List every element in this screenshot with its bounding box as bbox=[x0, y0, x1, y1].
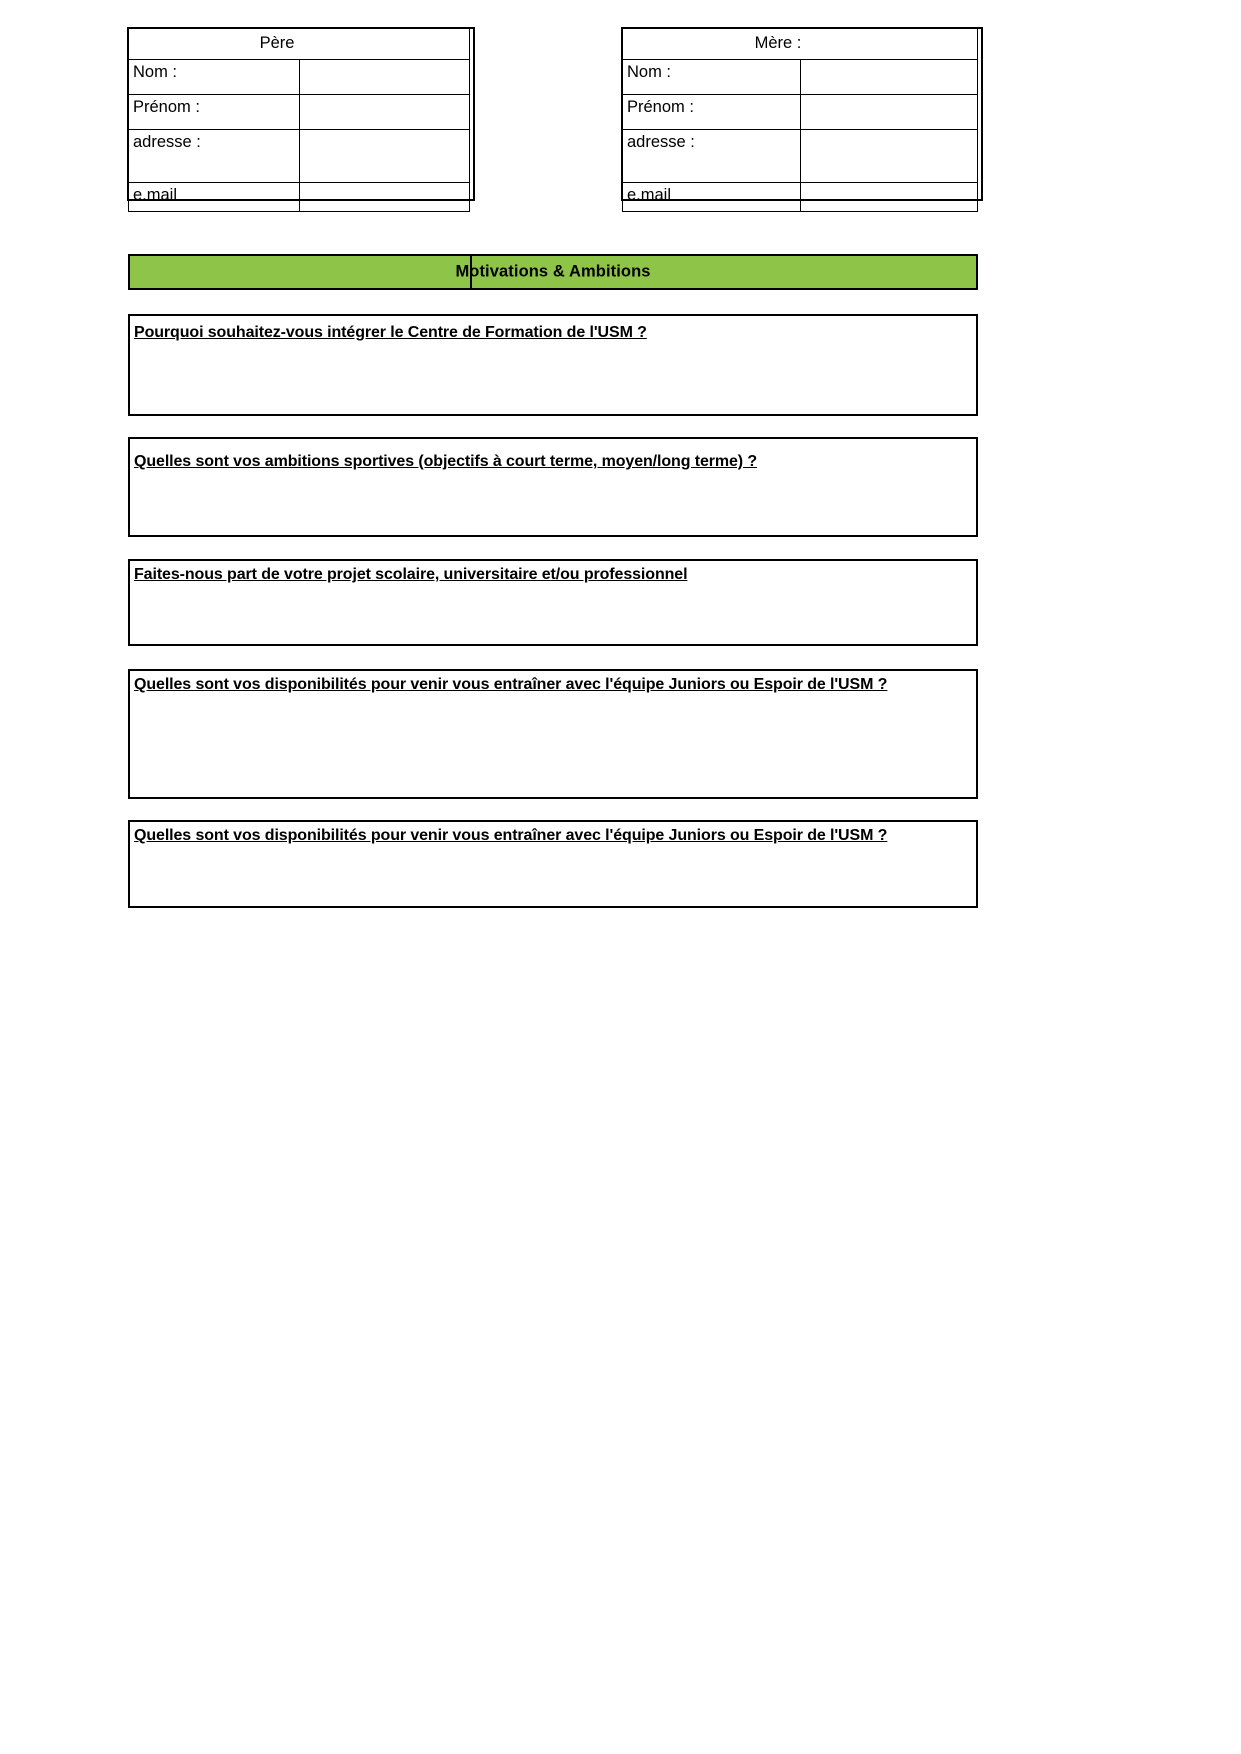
father-table-header bbox=[129, 29, 470, 60]
section-banner-motivations bbox=[128, 254, 978, 290]
mother-table-header bbox=[623, 29, 978, 60]
table-row bbox=[623, 59, 978, 94]
father-header-label: Père bbox=[259, 34, 295, 52]
question-box-2 bbox=[128, 437, 978, 537]
question-3-label: Faites-nous part de votre projet scolaire, universitaire et/ou professionnel bbox=[134, 566, 688, 583]
question-2-label: Quelles sont vos ambitions sportives (objectifs à court terme, moyen/long terme) ? bbox=[134, 453, 758, 470]
question-box-3 bbox=[128, 559, 978, 646]
table-row bbox=[129, 182, 470, 211]
table-row bbox=[623, 129, 978, 182]
mother-email-label: e.mail bbox=[623, 182, 801, 211]
mother-header-label: Mère : bbox=[754, 34, 802, 52]
table-row bbox=[623, 94, 978, 129]
section-banner-title: Motivations & Ambitions bbox=[455, 262, 651, 281]
table-row bbox=[129, 29, 470, 60]
mother-nom-field[interactable] bbox=[800, 59, 978, 94]
father-email-field[interactable] bbox=[299, 182, 470, 211]
mother-info-table bbox=[622, 28, 978, 212]
table-row bbox=[129, 129, 470, 182]
mother-adresse-field[interactable] bbox=[800, 129, 978, 182]
table-row bbox=[129, 59, 470, 94]
question-4-label: Quelles sont vos disponibilités pour venir vous entraîner avec l'équipe Juniors ou Espoir de l'USM ? bbox=[134, 676, 888, 693]
father-email-label: e.mail bbox=[129, 182, 300, 211]
mother-adresse-label: adresse : bbox=[623, 129, 801, 182]
question-box-1 bbox=[128, 314, 978, 416]
father-prenom-label: Prénom : bbox=[129, 94, 300, 129]
mother-email-field[interactable] bbox=[800, 182, 978, 211]
mother-nom-label: Nom : bbox=[623, 59, 801, 94]
father-info-table bbox=[128, 28, 470, 212]
mother-prenom-field[interactable] bbox=[800, 94, 978, 129]
father-adresse-field[interactable] bbox=[299, 129, 470, 182]
father-adresse-label: adresse : bbox=[129, 129, 300, 182]
question-4-answer[interactable] bbox=[136, 702, 970, 793]
father-prenom-field[interactable] bbox=[299, 94, 470, 129]
mother-prenom-label: Prénom : bbox=[623, 94, 801, 129]
table-row bbox=[129, 94, 470, 129]
father-nom-label: Nom : bbox=[129, 59, 300, 94]
question-5-answer[interactable] bbox=[136, 853, 970, 902]
question-1-answer[interactable] bbox=[136, 350, 970, 410]
question-2-answer[interactable] bbox=[136, 481, 970, 531]
father-nom-field[interactable] bbox=[299, 59, 470, 94]
table-row bbox=[623, 182, 978, 211]
question-1-label: Pourquoi souhaitez-vous intégrer le Centre de Formation de l'USM ? bbox=[134, 324, 647, 341]
table-row bbox=[623, 29, 978, 60]
question-box-5 bbox=[128, 820, 978, 908]
question-5-label: Quelles sont vos disponibilités pour venir vous entraîner avec l'équipe Juniors ou Espoir de l'USM ? bbox=[134, 827, 888, 844]
question-3-answer[interactable] bbox=[136, 592, 970, 640]
question-box-4 bbox=[128, 669, 978, 799]
